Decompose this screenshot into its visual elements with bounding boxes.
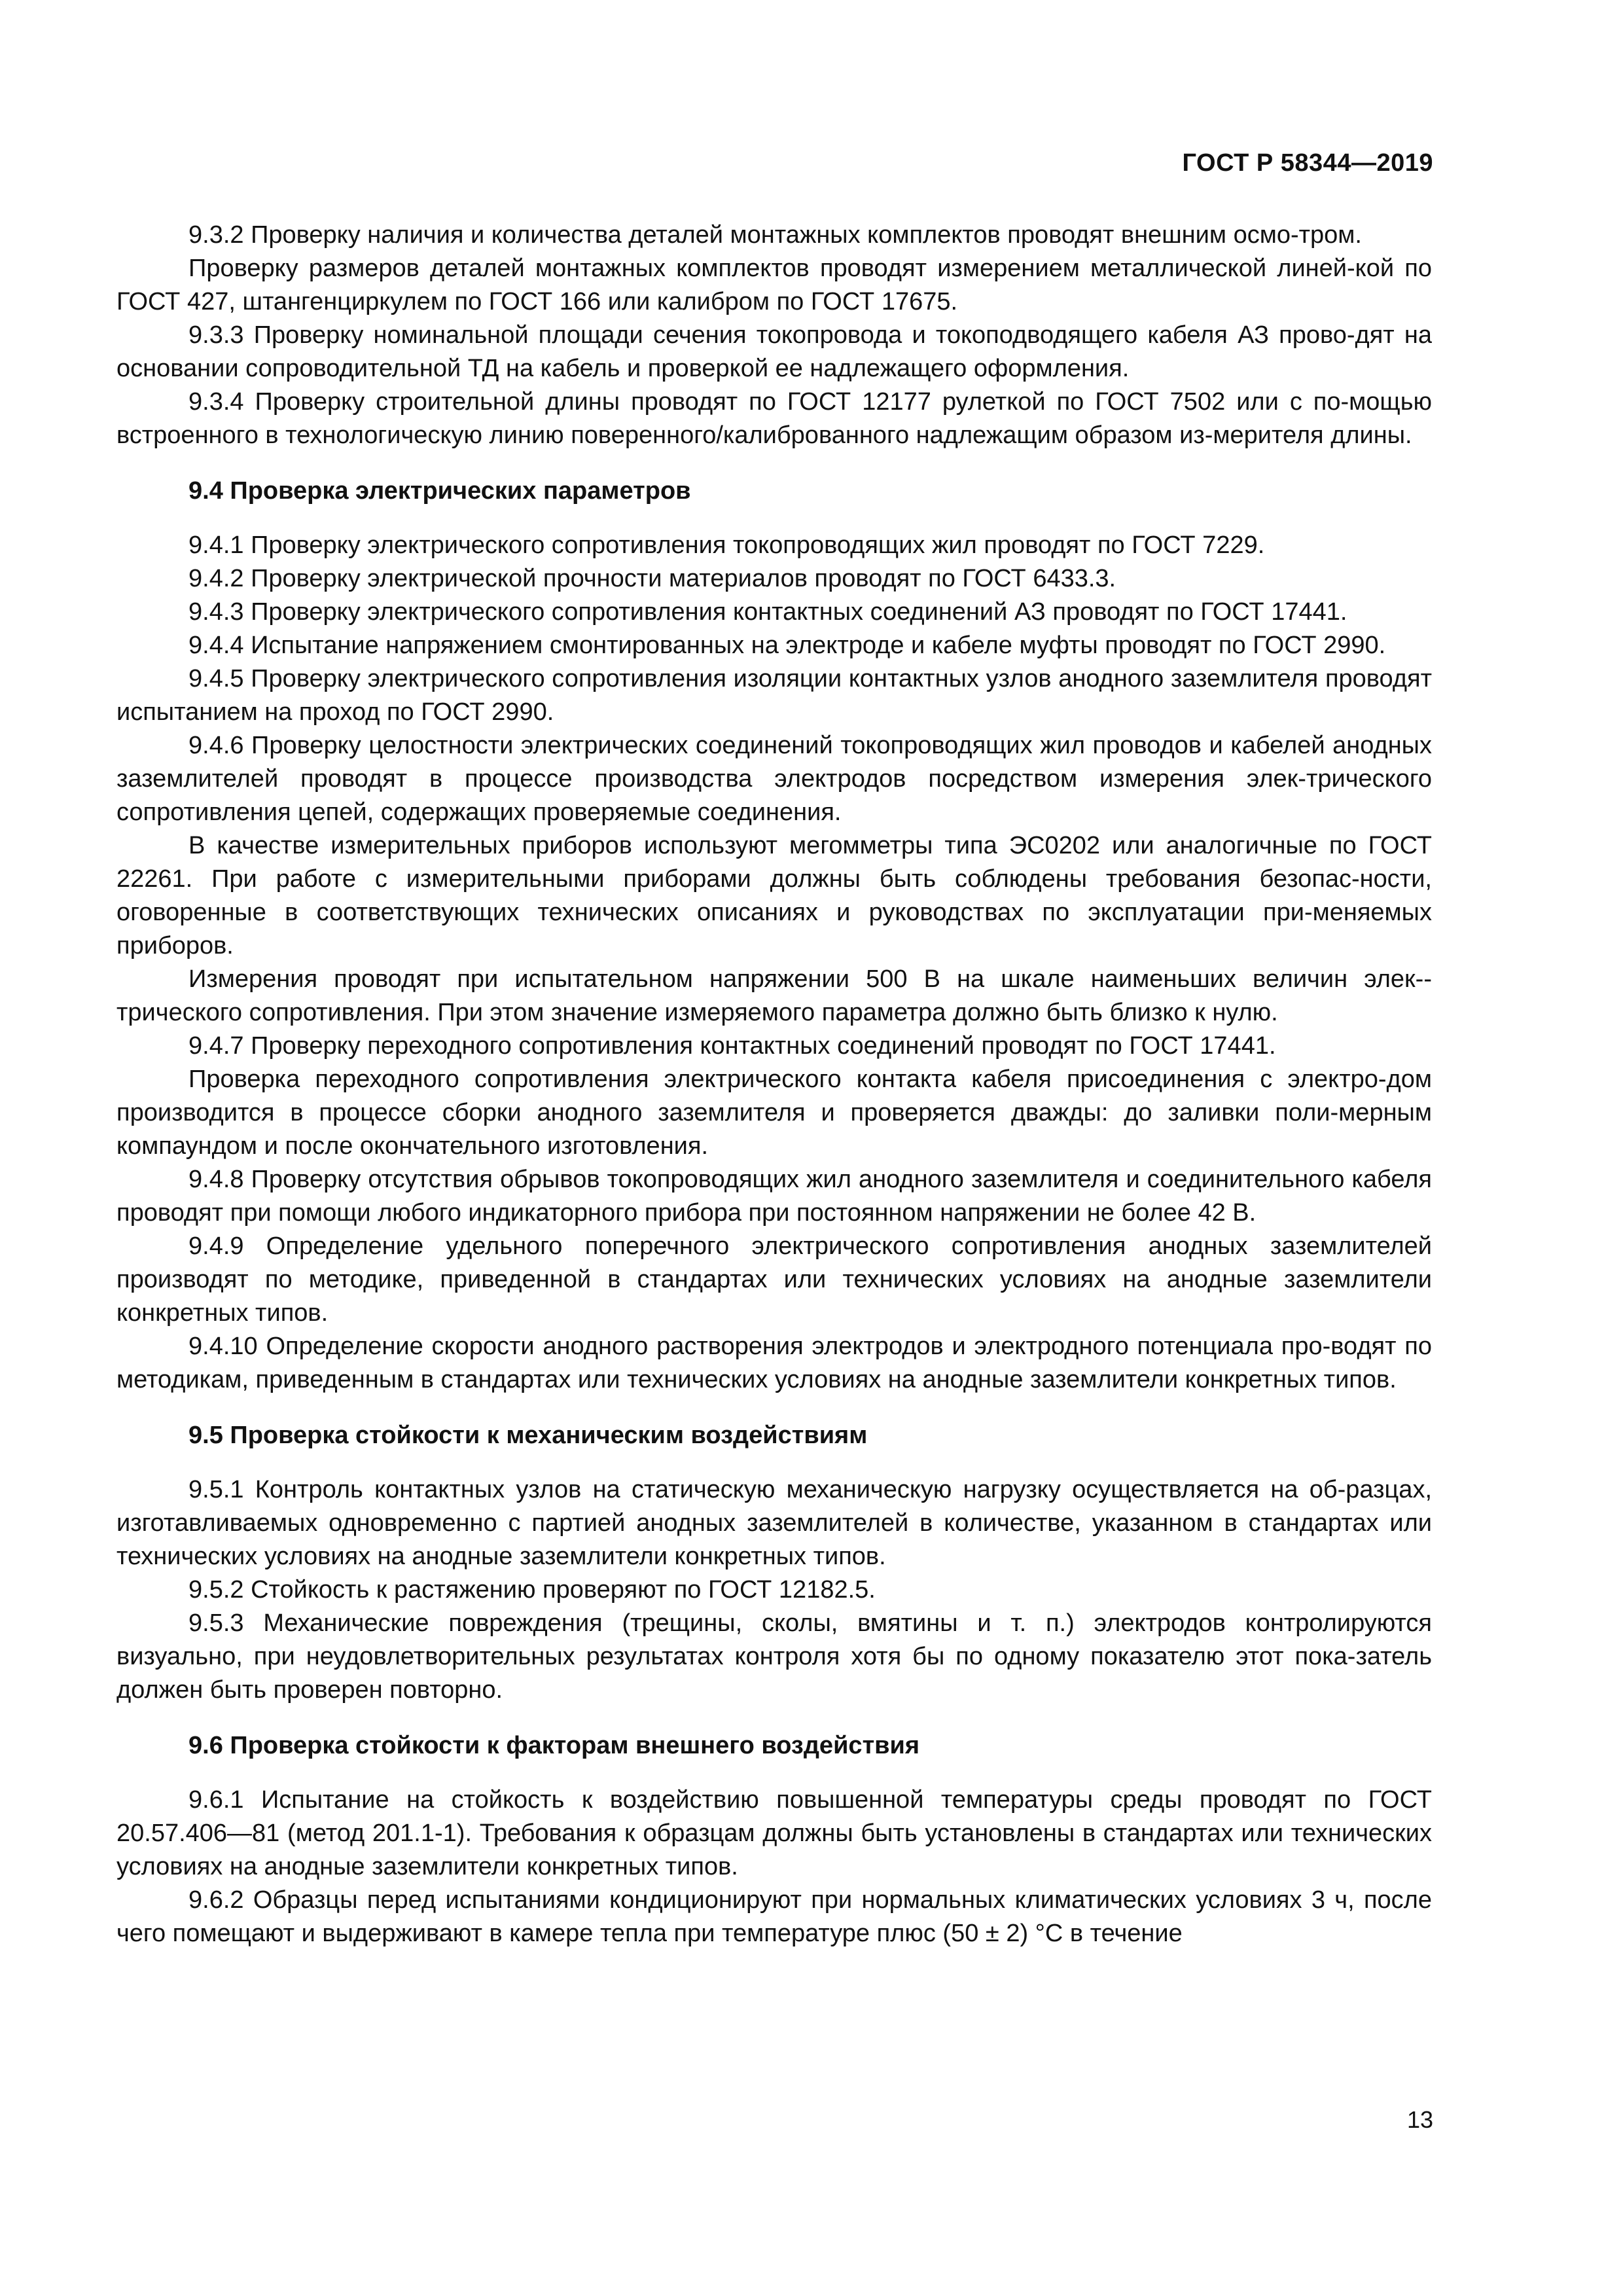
- paragraph: 9.4.9 Определение удельного поперечного электрического сопротивления анодных заземлителей производят по методике, приведенной в стандартах или технических условиях на анодные заземлители конкретных типов.: [116, 1232, 1432, 1327]
- paragraph: 9.4.5 Проверку электрического сопротивления изоляции контактных узлов анодного заземлителя проводят испытанием на проход по ГОСТ 2990.: [116, 665, 1432, 726]
- page-number: 13: [1406, 2106, 1433, 2133]
- paragraph: 9.3.3 Проверку номинальной площади сечения токопровода и токоподводящего кабеля АЗ прово-дят на основании сопроводительной ТД на кабель и проверкой ее надлежащего оформления.: [116, 321, 1432, 382]
- paragraph: 9.4.4 Испытание напряжением смонтированных на электроде и кабеле муфты проводят по ГОСТ 2990.: [188, 632, 1386, 659]
- paragraph: Проверку размеров деталей монтажных комплектов проводят измерением металлической линей-кой по ГОСТ 427, штангенциркулем по ГОСТ 166 или калибром по ГОСТ 17675.: [116, 255, 1432, 315]
- paragraph: Проверка переходного сопротивления электрического контакта кабеля присоединения с электро-дом производится в процессе сборки анодного заземлителя и проверяется дважды: до заливки поли-мерным компаундом и после окончательного изготовления.: [116, 1066, 1432, 1160]
- paragraph: 9.6.2 Образцы перед испытаниями кондиционируют при нормальных климатических условиях 3 ч, после чего помещают и выдерживают в камере тепла при температуре плюс (50 ± 2) °С в течение: [116, 1886, 1432, 1947]
- paragraph: 9.3.2 Проверку наличия и количества деталей монтажных комплектов проводят внешним осмо-тром.: [188, 221, 1362, 249]
- paragraph: 9.5.1 Контроль контактных узлов на статическую механическую нагрузку осуществляется на об-разцах, изготавливаемых одновременно с партией анодных заземлителей в количестве, указанном в стандартах или технических условиях на анодные заземлители конкретных типов.: [116, 1476, 1432, 1570]
- document-header: ГОСТ Р 58344—2019: [1182, 149, 1433, 177]
- paragraph: 9.4.1 Проверку электрического сопротивления токопроводящих жил проводят по ГОСТ 7229.: [188, 531, 1265, 559]
- paragraph: В качестве измерительных приборов используют мегомметры типа ЭС0202 или аналогичные по ГОСТ 22261. При работе с измерительными приборами должны быть соблюдены требования безопас-ности, оговоренные в соответствующих технических описаниях и руководствах по эксплуатации при-меняемых приборов.: [116, 832, 1432, 960]
- paragraph: 9.4.3 Проверку электрического сопротивления контактных соединений АЗ проводят по ГОСТ 17441.: [188, 598, 1347, 626]
- paragraph: 9.3.4 Проверку строительной длины проводят по ГОСТ 12177 рулеткой по ГОСТ 7502 или с по-мощью встроенного в технологическую линию поверенного/калиброванного надлежащим образом из-мерителя длины.: [116, 388, 1432, 449]
- paragraph: 9.4.8 Проверку отсутствия обрывов токопроводящих жил анодного заземлителя и соединительного кабеля проводят при помощи любого индикаторного прибора при постоянном напряжении не более 42 В.: [116, 1166, 1432, 1227]
- section-heading: 9.5 Проверка стойкости к механическим воздействиям: [188, 1422, 868, 1449]
- section-heading: 9.6 Проверка стойкости к факторам внешнего воздействия: [188, 1732, 920, 1759]
- section-heading: 9.4 Проверка электрических параметров: [188, 477, 691, 505]
- document-body: [116, 219, 1432, 1950]
- paragraph: 9.5.2 Стойкость к растяжению проверяют по ГОСТ 12182.5.: [188, 1576, 876, 1604]
- paragraph: 9.5.3 Механические повреждения (трещины, сколы, вмятины и т. п.) электродов контролируются визуально, при неудовлетворительных результатах контроля хотя бы по одному показателю этот пока-затель должен быть проверен повторно.: [116, 1609, 1432, 1704]
- paragraph: 9.4.6 Проверку целостности электрических соединений токопроводящих жил проводов и кабелей анодных заземлителей проводят в процессе производства электродов посредством измерения элек-трического сопротивления цепей, содержащих проверяемые соединения.: [116, 732, 1432, 826]
- paragraph: 9.6.1 Испытание на стойкость к воздействию повышенной температуры среды проводят по ГОСТ 20.57.406—81 (метод 201.1-1). Требования к образцам должны быть установлены в стандартах или технических условиях на анодные заземлители конкретных типов.: [116, 1786, 1432, 1880]
- paragraph: 9.4.2 Проверку электрической прочности материалов проводят по ГОСТ 6433.3.: [188, 565, 1116, 592]
- paragraph: Измерения проводят при испытательном напряжении 500 В на шкале наименьших величин элек-трического сопротивления. При этом значение измеряемого параметра должно быть близко к нулю.: [116, 965, 1432, 1026]
- paragraph: 9.4.7 Проверку переходного сопротивления контактных соединений проводят по ГОСТ 17441.: [188, 1032, 1276, 1060]
- paragraph: 9.4.10 Определение скорости анодного растворения электродов и электродного потенциала про-водят по методикам, приведенным в стандартах или технических условиях на анодные заземлители конкретных типов.: [116, 1333, 1432, 1393]
